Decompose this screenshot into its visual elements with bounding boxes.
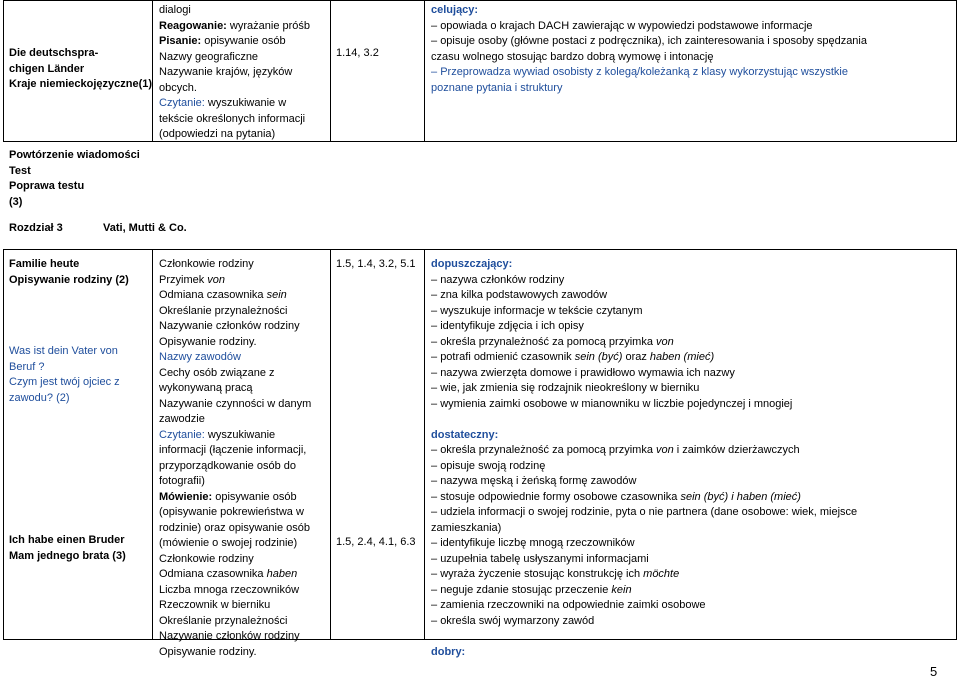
- requirement-text: opisuje swoją rodzinę: [440, 459, 546, 472]
- table-border: [3, 249, 957, 250]
- skills-cell: [159, 3, 310, 143]
- table-border: [152, 0, 153, 142]
- requirement-item: [431, 273, 857, 289]
- requirement-item: [431, 552, 857, 568]
- skill-line: zawodzie: [159, 413, 205, 425]
- table-border: [956, 249, 957, 640]
- skill-line: Nazywanie czynności w danym: [159, 397, 312, 410]
- skill-line: obcych.: [159, 81, 197, 94]
- requirement-item: [431, 536, 857, 552]
- requirement-item: [431, 567, 857, 583]
- skill-line: informacji (łączenie informacji,: [159, 444, 307, 456]
- topic-line: Was ist dein Vater von: [9, 345, 118, 357]
- skill-text: wyszukiwanie: [204, 428, 276, 441]
- skill-line: Nazywanie członków rodziny: [159, 630, 300, 642]
- requirement-term: sein (być): [574, 351, 623, 363]
- requirement-term: von: [656, 444, 674, 456]
- requirement-item: [431, 505, 857, 521]
- skill-text: Przyimek: [159, 273, 208, 286]
- topic-cell: [9, 46, 152, 93]
- skill-line: [159, 96, 310, 112]
- requirement-term: haben (mieć): [649, 351, 715, 363]
- requirement-item: [431, 319, 857, 335]
- curriculum-ref: 1.5, 1.4, 3.2, 5.1: [336, 258, 416, 270]
- requirement-term: möchte: [643, 568, 680, 580]
- requirement-item: [431, 397, 857, 413]
- skill-line: Nazwy zawodów: [159, 351, 241, 363]
- skill-label: Reagowanie:: [159, 19, 227, 32]
- skill-label: Pisanie:: [159, 35, 202, 47]
- requirement-item: [431, 335, 857, 351]
- requirement-item: [431, 350, 857, 366]
- requirement-text: neguje zdanie stosując przeczenie: [440, 583, 612, 596]
- topic-line: Opisywanie rodziny (2): [9, 273, 129, 286]
- requirement-item: zamieszkania): [431, 521, 502, 534]
- requirement-item: – opowiada o krajach DACH zawierając w wypowiedzi podstawowe informacje: [431, 19, 867, 35]
- requirement-item: [431, 598, 857, 614]
- skill-line: [159, 490, 311, 506]
- topic-line: chigen Länder: [9, 62, 85, 75]
- requirement-item: [431, 583, 857, 599]
- skill-line: Opisywanie rodziny.: [159, 335, 257, 348]
- skill-line: Nazywanie członków rodziny: [159, 320, 300, 332]
- requirement-text: potrafi odmienić czasownik: [440, 351, 575, 363]
- requirement-text: identyfikuje liczbę mnogą rzeczowników: [440, 537, 635, 549]
- topic-line: Czym jest twój ojciec z: [9, 376, 120, 388]
- spacer: [431, 629, 857, 645]
- grade-heading: celujący:: [431, 4, 479, 16]
- skill-line: Członkowie rodziny: [159, 258, 254, 270]
- requirement-item: poznane pytania i struktury: [431, 81, 563, 94]
- skill-line: [159, 34, 310, 50]
- skill-line: tekście określonych informacji: [159, 112, 306, 125]
- table-border: [330, 0, 331, 142]
- table-border: [3, 0, 4, 142]
- requirement-text: udziela informacji o swojej rodzinie, pyta o nie partnera (dane osobowe: wiek, miejsce: [440, 506, 858, 518]
- requirement-item: [431, 366, 857, 382]
- topic-cell: [9, 344, 120, 406]
- skill-line: (odpowiedzi na pytania): [159, 128, 276, 140]
- requirement-text: uzupełnia tabelę usłyszanymi informacjami: [440, 552, 649, 565]
- grade-heading: dostateczny:: [431, 428, 499, 441]
- curriculum-ref: 1.5, 2.4, 4.1, 6.3: [336, 536, 416, 548]
- requirement-text: określa swój wymarzony zawód: [440, 614, 595, 627]
- skill-line: rodzinie) oraz opisywanie osób: [159, 521, 311, 534]
- skill-line: Opisywanie rodziny.: [159, 645, 257, 658]
- skill-line: Nazwy geograficzne: [159, 50, 259, 63]
- review-line: Test: [9, 164, 31, 177]
- skill-line: Określanie przynależności: [159, 304, 288, 317]
- requirement-item: [431, 288, 857, 304]
- table-border: [424, 0, 425, 142]
- table-border: [3, 249, 4, 640]
- requirement-text: stosuje odpowiednie formy osobowe czasownika: [440, 490, 681, 503]
- requirement-item: [431, 381, 857, 397]
- skill-line: [159, 19, 310, 35]
- requirement-text: nazywa członków rodziny: [440, 273, 565, 286]
- requirement-text: wyraża życzenie stosując konstrukcję ich: [440, 568, 644, 580]
- review-line: Poprawa testu: [9, 180, 85, 192]
- skill-term: haben: [266, 568, 298, 580]
- skill-text: wyrażanie próśb: [226, 19, 311, 32]
- skill-line: Rzeczownik w bierniku: [159, 599, 271, 611]
- requirement-text: nazywa zwierzęta domowe i prawidłowo wymawia ich nazwy: [440, 366, 735, 379]
- skill-line: (opisywanie pokrewieństwa w: [159, 506, 304, 518]
- topic-line: Kraje niemieckojęzyczne(1): [9, 78, 153, 90]
- review-line: (3): [9, 195, 23, 208]
- topic-line: zawodu? (2): [9, 391, 70, 404]
- requirement-item: czasu wolnego stosując bardzo dobrą wymowę i intonację: [431, 50, 714, 63]
- requirements-cell: [431, 257, 857, 660]
- skill-text: opisywanie osób: [201, 35, 286, 47]
- requirement-text: wie, jak zmienia się rodzajnik nieokreślony w bierniku: [440, 382, 700, 394]
- skill-line: Nazywanie krajów, języków: [159, 66, 293, 78]
- requirement-item: – Przeprowadza wywiad osobisty z kolegą/koleżanką z klasy wykorzystując wszystkie: [431, 65, 867, 81]
- requirement-text: określa przynależność za pomocą przyimka: [440, 335, 656, 348]
- review-line: Powtórzenie wiadomości: [9, 149, 140, 161]
- requirement-text: wymienia zaimki osobowe w mianowniku w liczbie pojedynczej i mnogiej: [440, 397, 793, 410]
- requirement-text: wyszukuje informacje w tekście czytanym: [440, 304, 643, 317]
- table-border: [956, 0, 957, 142]
- skill-line: [159, 288, 311, 304]
- requirement-text: i zaimków dzierżawczych: [673, 444, 800, 456]
- requirement-item: [431, 304, 857, 320]
- requirement-term: sein (być) i haben (mieć): [680, 490, 801, 503]
- grade-heading: dobry:: [431, 645, 466, 658]
- skill-term: von: [207, 273, 226, 286]
- requirement-text: określa przynależność za pomocą przyimka: [440, 444, 656, 456]
- chapter-title: Vati, Mutti & Co.: [103, 222, 187, 234]
- spacer: [431, 412, 857, 428]
- requirements-cell: [431, 3, 867, 96]
- skill-line: Określanie przynależności: [159, 614, 288, 627]
- chapter-label: Rozdział 3: [9, 222, 63, 234]
- skill-line: Cechy osób związane z: [159, 366, 275, 379]
- skill-line: (mówienie o swojej rodzinie): [159, 537, 298, 549]
- topic-line: Mam jednego brata (3): [9, 549, 126, 562]
- requirement-item: – opisuje osoby (główne postaci z podręcznika), ich zainteresowania i sposoby spędzania: [431, 34, 867, 50]
- requirement-text: zamienia rzeczowniki na odpowiednie zaimki osobowe: [440, 599, 706, 611]
- requirement-text: zna kilka podstawowych zawodów: [440, 289, 608, 301]
- requirement-item: [431, 443, 857, 459]
- skill-term: sein: [266, 289, 287, 301]
- topic-line: Die deutschspra-: [9, 47, 99, 59]
- skill-text: Odmiana czasownika: [159, 568, 267, 580]
- requirement-term: kein: [611, 583, 632, 596]
- skill-label: Czytanie:: [159, 97, 205, 109]
- grade-heading: dopuszczający:: [431, 258, 513, 270]
- skill-label: Mówienie:: [159, 490, 213, 503]
- skill-line: dialogi: [159, 4, 191, 16]
- requirement-item: [431, 614, 857, 630]
- skill-text: wyszukiwanie w: [204, 97, 287, 109]
- table-border: [152, 249, 153, 640]
- skills-cell: [159, 257, 311, 660]
- table-border: [330, 249, 331, 640]
- topic-line: Familie heute: [9, 258, 80, 270]
- requirement-term: von: [656, 335, 674, 348]
- requirement-text: oraz: [622, 351, 650, 363]
- table-border: [3, 0, 957, 1]
- requirement-item: [431, 474, 857, 490]
- review-block: [9, 148, 140, 210]
- skill-text: Odmiana czasownika: [159, 289, 267, 301]
- skill-line: [159, 428, 311, 444]
- skill-text: opisywanie osób: [212, 490, 297, 503]
- requirement-text: nazywa męską i żeńską formę zawodów: [440, 475, 637, 487]
- page-number: 5: [930, 664, 938, 679]
- table-border: [3, 141, 957, 142]
- skill-line: wykonywaną pracą: [159, 382, 253, 394]
- table-border: [424, 249, 425, 640]
- skill-line: fotografii): [159, 475, 205, 487]
- skill-line: [159, 273, 311, 289]
- skill-line: przyporządkowanie osób do: [159, 459, 296, 472]
- requirement-item: [431, 490, 857, 506]
- skill-label: Czytanie:: [159, 428, 205, 441]
- topic-line: Beruf ?: [9, 360, 45, 373]
- skill-line: [159, 567, 311, 583]
- requirement-text: identyfikuje zdjęcia i ich opisy: [440, 320, 584, 332]
- topic-line: Ich habe einen Bruder: [9, 534, 125, 546]
- requirement-item: [431, 459, 857, 475]
- skill-line: Liczba mnoga rzeczowników: [159, 583, 300, 596]
- curriculum-ref: 1.14, 3.2: [336, 47, 379, 59]
- topic-cell: [9, 257, 129, 288]
- skill-line: Członkowie rodziny: [159, 552, 254, 565]
- topic-cell: [9, 533, 126, 564]
